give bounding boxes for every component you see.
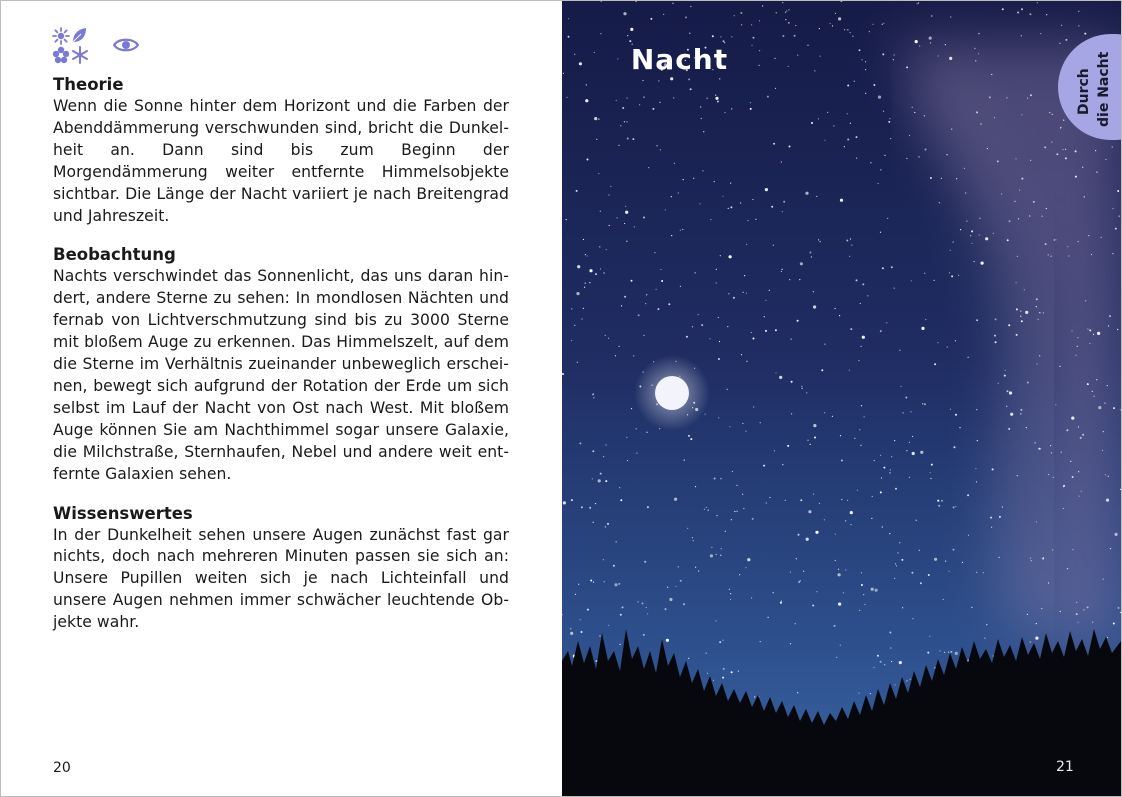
icon-row: [52, 27, 152, 63]
heading-beobachtung: Beobachtung: [53, 245, 176, 265]
page-number-left: 20: [53, 760, 71, 776]
sun-icon: [52, 27, 70, 45]
chapter-tab-line2: die Nacht: [1096, 51, 1112, 127]
body-beobachtung: Nachts verschwindet das Sonnenlicht, das uns daran hin-dert, andere Sterne zu sehen: In mondlosen Nächten und fernab von Lichtverschmutzung sind bis zu 3000 Sterne mit bloßem Auge zu erkennen. Das Himmelszelt, auf dem die Sterne im Verhältnis zueinander unbeweglich erschei-nen, bewegt sich aufgrund der Rotation der Erde um sich selbst im Lauf der Nacht von Ost nach West. Mit bloßem Auge können Sie am Nachthimmel sogar unsere Galaxie, die Milchstraße, Sternhaufen, Nebel und andere weit ent-fernte Galaxien sehen.: [53, 267, 509, 483]
page-title: Nacht: [630, 43, 729, 76]
leaf-icon: [71, 27, 88, 44]
night-sky-illustration: [562, 1, 1121, 796]
chapter-tab-label: [1072, 47, 1121, 131]
eye-icon: [113, 37, 139, 53]
text-block: [53, 74, 509, 651]
left-page: [1, 1, 562, 796]
heading-wissenswertes: Wissenswertes: [53, 503, 193, 523]
body-theorie: Wenn die Sonne hinter dem Horizont und die Farben der Abenddämmerung verschwunden sind, bricht die Dunkel-heit an. Dann sind bis zum Beginn der Morgendämmerung weiter entfernte Himmelsobjekte sichtbar. Die Länge der Nacht variiert je nach Breitengrad und Jahreszeit.: [53, 97, 509, 225]
flower-icon: [52, 46, 70, 64]
body-wissenswertes: In der Dunkelheit sehen unsere Augen zunächst fast gar nichts, doch nach mehreren Minuten passen sie sich an: Unsere Pupillen weiten sich je nach Lichteinfall und unsere Augen nehmen immer schwächer leuchtende Ob-jekte wahr.: [53, 525, 509, 632]
chapter-tab-line1: Durch: [1076, 68, 1092, 115]
season-icons: [52, 27, 90, 63]
heading-theorie: Theorie: [53, 75, 124, 94]
right-page: [562, 1, 1121, 796]
snowflake-icon: [71, 46, 89, 64]
page-number-right: 21: [1056, 759, 1074, 775]
